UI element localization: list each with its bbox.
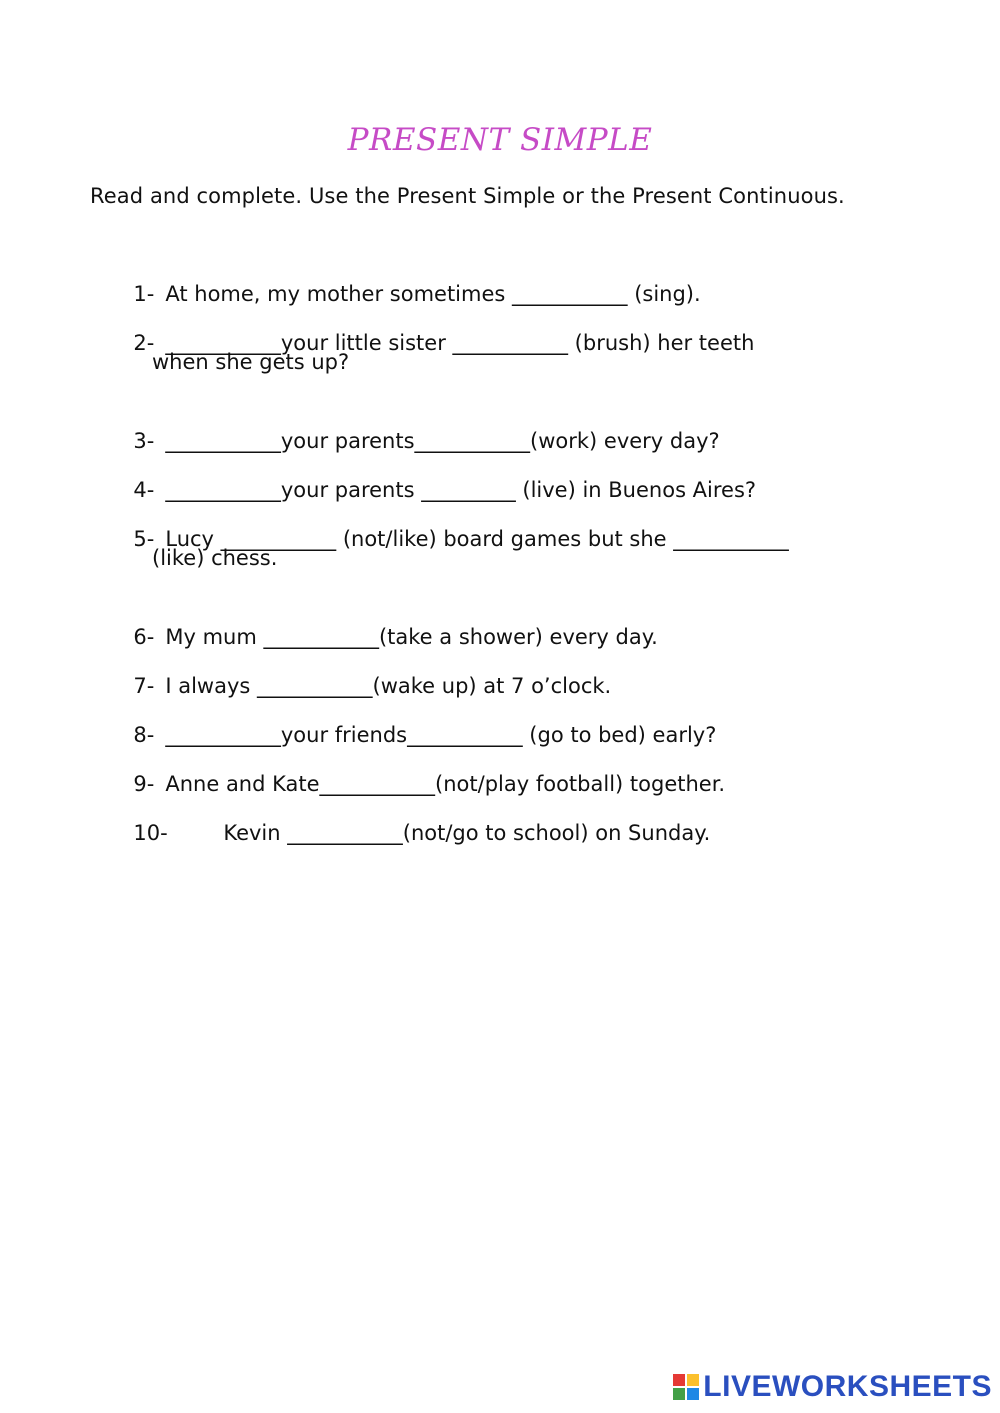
exercise-number: 2- [133,331,155,355]
instructions: Read and complete. Use the Present Simple or the Present Continuous. [90,184,845,208]
exercise-text: I always ___________(wake up) at 7 o’clock. [165,674,612,698]
exercise-text: My mum ___________(take a shower) every day. [165,625,658,649]
exercise-number: 8- [133,723,155,747]
exercise-number: 9- [133,772,155,796]
exercise-number: 1- [133,282,155,306]
worksheet-title: PRESENT SIMPLE [347,122,653,158]
exercise-number: 6- [133,625,155,649]
exercise-number: 3- [133,429,155,453]
exercise-text: Kevin ___________(not/go to school) on Sunday. [223,821,711,845]
exercise-number: 7- [133,674,155,698]
exercise-5-continued: (like) chess. [152,546,278,570]
exercise-number: 5- [133,527,155,551]
exercise-10 [120,788,710,848]
exercise-text: ___________your parents___________(work) every day? [165,429,720,453]
logo-text: LIVEWORKSHEETS [703,1370,992,1403]
exercise-number: 10- [133,821,168,845]
liveworksheets-logo[interactable] [673,1367,992,1407]
exercise-text: ___________your little sister ___________ (brush) her teeth [165,331,755,355]
exercise-2-continued: when she gets up? [152,350,350,374]
exercise-text: At home, my mother sometimes ___________ (sing). [165,282,701,306]
exercise-text: ___________your friends___________ (go to bed) early? [165,723,717,747]
exercise-number: 4- [133,478,155,502]
liveworksheets-logo-icon [673,1374,699,1400]
exercise-text: ___________your parents _________ (live) in Buenos Aires? [165,478,757,502]
exercise-text: Anne and Kate___________(not/play football) together. [165,772,726,796]
exercise-text: Lucy ___________ (not/like) board games but she ___________ [165,527,789,551]
